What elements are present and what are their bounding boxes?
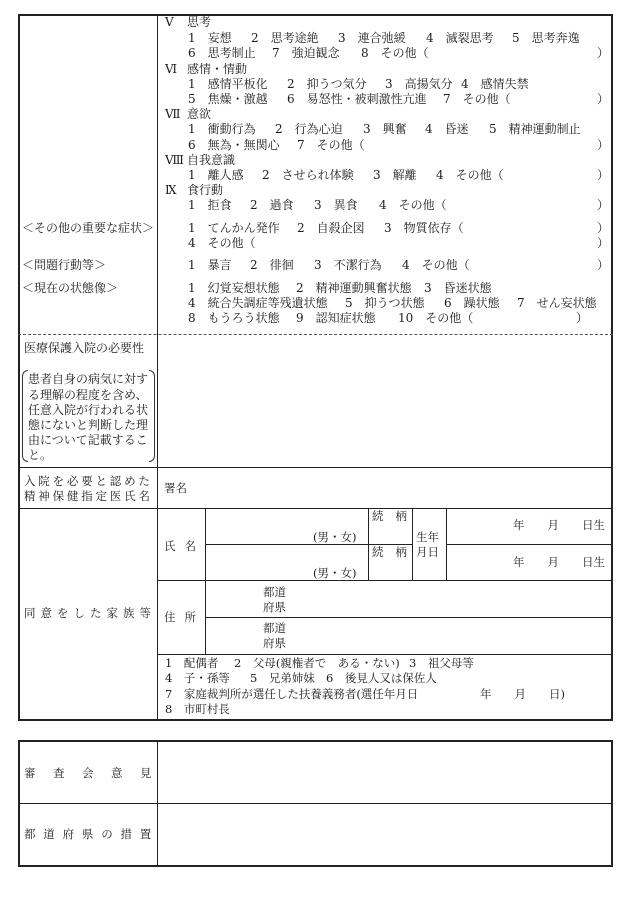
close-paren: ） bbox=[597, 221, 610, 235]
address-label: 住所 bbox=[164, 610, 205, 624]
ego-option: 3 解離 bbox=[373, 168, 417, 182]
thought-option: 2 思考途絶 bbox=[251, 31, 319, 45]
other-symptom-option-other: 4 その他（ bbox=[188, 236, 256, 250]
gender-choice: (男・女) bbox=[313, 566, 357, 580]
other-symptom-option: 3 物質依存（ bbox=[384, 221, 464, 235]
appointment-date-template: 年 月 日) bbox=[480, 687, 565, 701]
thought-option: 5 思考奔逸 bbox=[512, 31, 580, 45]
close-paren: ） bbox=[597, 258, 610, 272]
birth-label-line: 月日 bbox=[416, 545, 439, 559]
ego-option-other: 4 その他（ bbox=[436, 168, 504, 182]
relationship-label: 続柄 bbox=[372, 545, 419, 559]
admission-necessity-reason-field[interactable] bbox=[159, 336, 611, 466]
ego-option: 2 させられ体験 bbox=[262, 168, 354, 182]
name-label: 氏名 bbox=[164, 539, 205, 553]
volition-option: 5 精神運動制止 bbox=[489, 122, 581, 136]
dashed-section-rule bbox=[18, 334, 613, 335]
section-numeral: Ⅵ bbox=[165, 62, 178, 76]
volition-option: 3 興奮 bbox=[363, 122, 407, 136]
prefecture-label-line: 府県 bbox=[263, 600, 286, 614]
close-paren: ） bbox=[597, 46, 610, 60]
birth-date-template: 年 月 日生 bbox=[513, 555, 605, 569]
volition-option: 2 行為心迫 bbox=[275, 122, 343, 136]
problem-behavior-option: 1 暴言 bbox=[188, 258, 232, 272]
relation-option: 1 配偶者 bbox=[165, 656, 219, 670]
prefecture-measure-label: 都道府県の措置 bbox=[24, 827, 160, 841]
section-title-ego-consciousness: 自我意識 bbox=[187, 153, 236, 167]
prefecture-label-line: 都道 bbox=[263, 585, 286, 599]
current-state-option: 4 統合失調症等残遺状態 bbox=[188, 296, 328, 310]
instruction-line: 患者自身の病気に対す bbox=[28, 372, 149, 386]
admission-necessity-label: 医療保護入院の必要性 bbox=[24, 341, 145, 355]
close-paren: ） bbox=[597, 138, 610, 152]
physician-label-line: 入院を必要と認めた bbox=[24, 474, 153, 488]
relation-option: 5 兄弟姉妹 bbox=[250, 671, 315, 685]
current-state-label: ＜現在の状態像＞ bbox=[22, 281, 119, 295]
problem-behavior-option: 3 不潔行為 bbox=[314, 258, 382, 272]
eating-option-other: 4 その他（ bbox=[379, 198, 447, 212]
instruction-line: 態にないと判断した理 bbox=[28, 418, 149, 432]
section-numeral: Ⅷ bbox=[165, 153, 184, 167]
emotion-option: 4 感情失禁 bbox=[461, 77, 529, 91]
other-symptom-option: 1 てんかん発作 bbox=[188, 221, 280, 235]
instruction-line: 由について記載するこ bbox=[28, 433, 148, 447]
section-title-volition: 意欲 bbox=[187, 107, 212, 121]
volition-option: 4 昏迷 bbox=[425, 122, 469, 136]
emotion-option: 3 高揚気分 bbox=[385, 77, 453, 91]
birth-label-line: 生年 bbox=[416, 530, 439, 544]
emotion-option: 1 感情平板化 bbox=[188, 77, 268, 91]
current-state-option: 3 昏迷状態 bbox=[424, 281, 492, 295]
prefecture-label-line: 都道 bbox=[263, 621, 286, 635]
consenting-family-label: 同意をした家族等 bbox=[24, 606, 156, 620]
close-paren: ） bbox=[597, 168, 610, 182]
current-state-option: 9 認知症状態 bbox=[296, 311, 376, 325]
thought-option-other: 8 その他（ bbox=[361, 46, 429, 60]
review-board-opinion-label: 審査会意見 bbox=[24, 766, 169, 780]
emotion-option: 5 焦燥・激越 bbox=[188, 92, 268, 106]
relationship-label: 続柄 bbox=[372, 509, 419, 523]
problem-behavior-option-other: 4 その他（ bbox=[402, 258, 470, 272]
eating-option: 1 拒食 bbox=[188, 198, 232, 212]
thought-option: 3 連合弛緩 bbox=[338, 31, 406, 45]
physician-signature-field[interactable] bbox=[159, 468, 611, 507]
relation-option: 8 市町村長 bbox=[165, 702, 230, 716]
relation-option: 2 父母(親権者で ある・ない) bbox=[234, 656, 400, 670]
thought-option: 7 強迫観念 bbox=[272, 46, 340, 60]
prefecture-measures-field[interactable] bbox=[159, 804, 611, 865]
current-state-option: 8 もうろう状態 bbox=[188, 311, 280, 325]
review-board-opinion-field[interactable] bbox=[159, 742, 611, 802]
relation-option: 7 家庭裁判所が選任した扶養義務者(選任年月日 bbox=[165, 687, 419, 701]
instruction-line: 任意入院が行われる状 bbox=[28, 403, 149, 417]
signature-label: 署名 bbox=[164, 481, 187, 495]
volition-option: 1 衝動行為 bbox=[188, 122, 256, 136]
section-title-emotion: 感情・情動 bbox=[187, 62, 248, 76]
current-state-option: 5 抑うつ状態 bbox=[345, 296, 425, 310]
emotion-option: 2 抑うつ気分 bbox=[287, 77, 367, 91]
close-paren: ） bbox=[597, 236, 610, 250]
gender-choice: (男・女) bbox=[313, 530, 357, 544]
eating-option: 3 異食 bbox=[314, 198, 358, 212]
relation-option: 3 祖父母等 bbox=[409, 656, 474, 670]
section-numeral: Ⅶ bbox=[165, 107, 181, 121]
instruction-line: る理解の程度を含め、 bbox=[28, 388, 148, 402]
other-symptoms-label: ＜その他の重要な症状＞ bbox=[22, 221, 155, 235]
section-title-eating-behavior: 食行動 bbox=[187, 183, 224, 197]
family-table-rule bbox=[158, 654, 613, 655]
volition-option: 6 無為・無関心 bbox=[188, 138, 280, 152]
thought-option: 1 妄想 bbox=[188, 31, 232, 45]
relation-option: 6 後見人又は保佐人 bbox=[326, 671, 437, 685]
current-state-option: 7 せん妄状態 bbox=[517, 296, 597, 310]
instruction-bracket-right bbox=[149, 370, 155, 462]
label-column-rule bbox=[157, 14, 158, 721]
current-state-option: 6 躁状態 bbox=[444, 296, 500, 310]
volition-option-other: 7 その他（ bbox=[297, 138, 365, 152]
thought-option: 4 滅裂思考 bbox=[426, 31, 494, 45]
thought-option: 6 思考制止 bbox=[188, 46, 256, 60]
section-numeral: Ⅴ bbox=[165, 15, 174, 29]
current-state-option: 1 幻覚妄想状態 bbox=[188, 281, 280, 295]
emotion-option-other: 7 その他（ bbox=[443, 92, 511, 106]
emotion-option: 6 易怒性・被刺激性亢進 bbox=[287, 92, 427, 106]
birth-date-template: 年 月 日生 bbox=[513, 518, 605, 532]
problem-behaviors-label: ＜問題行動等＞ bbox=[22, 258, 107, 272]
relation-option: 4 子・孫等 bbox=[165, 671, 230, 685]
section-numeral: Ⅸ bbox=[165, 183, 177, 197]
problem-behavior-option: 2 徘徊 bbox=[250, 258, 294, 272]
prefecture-label-line: 府県 bbox=[263, 636, 286, 650]
other-symptom-option: 2 自殺企図 bbox=[297, 221, 365, 235]
close-paren: ） bbox=[597, 198, 610, 212]
eating-option: 2 過食 bbox=[250, 198, 294, 212]
physician-label-line: 精神保健指定医氏名 bbox=[24, 489, 153, 503]
current-state-option-other: 10 その他（ bbox=[398, 311, 474, 325]
section-title-thought: 思考 bbox=[187, 15, 212, 29]
current-state-option: 2 精神運動興奮状態 bbox=[296, 281, 412, 295]
close-paren: ） bbox=[597, 92, 610, 106]
ego-option: 1 離人感 bbox=[188, 168, 244, 182]
close-paren: ） bbox=[576, 311, 589, 325]
instruction-line: と。 bbox=[28, 448, 53, 462]
